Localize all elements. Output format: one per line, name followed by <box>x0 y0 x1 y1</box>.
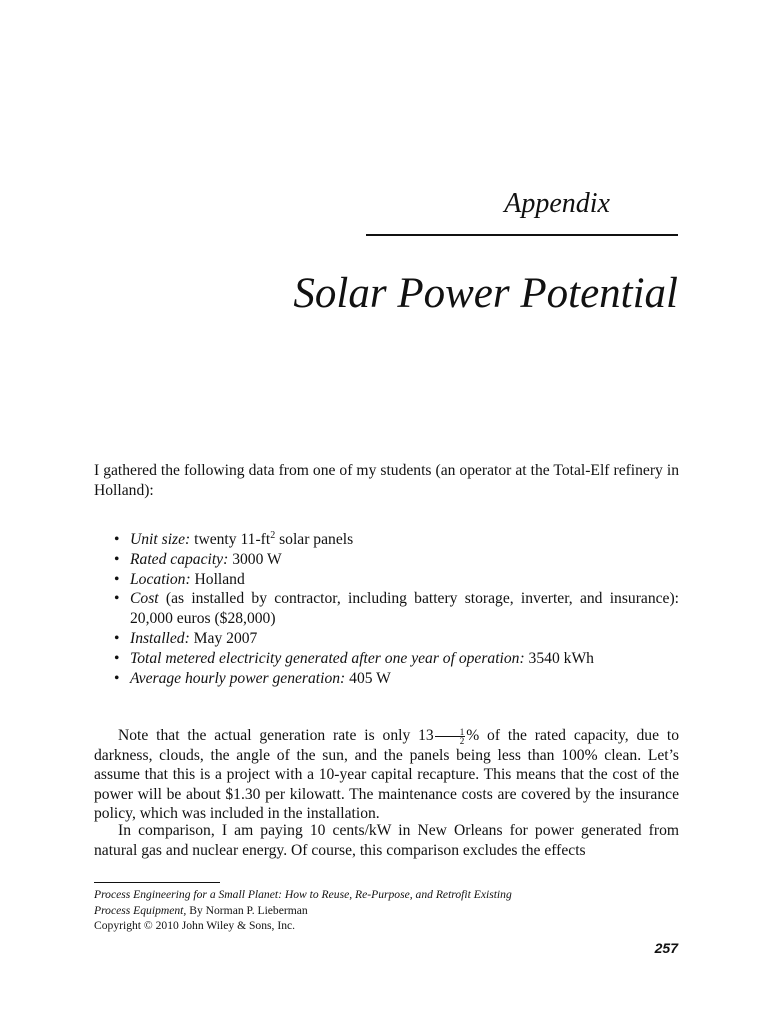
list-item-label: Rated capacity: <box>130 550 229 568</box>
list-item-label: Unit size: <box>130 531 191 548</box>
list-item-text: 3540 kWh <box>524 649 594 667</box>
title-rule <box>366 234 678 236</box>
list-item-label: Location: <box>130 570 191 588</box>
list-item-installed <box>94 629 679 649</box>
list-item-label: Cost <box>130 590 159 608</box>
footnote <box>94 887 679 934</box>
list-item-average-generation <box>94 669 679 689</box>
book-title-line-2: Process Equipment, <box>94 903 187 917</box>
list-item-text: May 2007 <box>189 629 258 647</box>
bullet-icon: • <box>114 570 120 588</box>
list-item-total-generated <box>94 649 679 669</box>
data-list <box>94 530 679 688</box>
intro-paragraph: I gathered the following data from one of my students (an operator at the Total-Elf refinery in Holland): <box>94 462 679 499</box>
list-item-text: Holland <box>190 570 245 588</box>
footnote-rule <box>94 882 220 883</box>
page-number: 257 <box>654 940 678 956</box>
fraction <box>435 728 466 745</box>
list-item-rated-capacity <box>94 550 679 570</box>
list-item-text: 3000 W <box>228 550 282 568</box>
body-paragraph-1 <box>94 726 679 824</box>
paragraph-text: Note that the actual generation rate is only 13 <box>118 727 434 744</box>
list-item-location <box>94 570 679 590</box>
fraction-numerator: 1 <box>435 728 466 737</box>
copyright-line: Copyright © 2010 John Wiley & Sons, Inc. <box>94 919 296 932</box>
bullet-icon: • <box>114 669 120 687</box>
paragraph-text: % of the rated capacity, due to darkness, clouds, the angle of the sun, and the panels being less than 100% clean. Let’s assume that this is a project with a 10-year capital recapture. This means that the cost of the power will be about $1.30 per kilowatt. The maintenance costs are covered by the insurance policy, which was included in the installation. <box>94 727 679 822</box>
list-item-cost <box>94 589 679 629</box>
bullet-icon: • <box>114 590 120 608</box>
bullet-icon: • <box>114 649 120 667</box>
list-item-text: solar panels <box>275 531 354 548</box>
bullet-icon: • <box>114 531 120 548</box>
book-title-line-1: Process Engineering for a Small Planet: How to Reuse, Re-Purpose, and Retrofit Existing <box>94 888 512 901</box>
list-item-label: Total metered electricity generated after one year of operation: <box>130 649 525 667</box>
list-item-label: Average hourly power generation: <box>130 669 346 687</box>
list-item-text: (as installed by contractor, including battery storage, inverter, and insurance): 20,000 euros ($28,000) <box>130 590 679 628</box>
list-item-label: Installed: <box>130 629 190 647</box>
superscript: 2 <box>270 530 276 541</box>
fraction-denominator: 2 <box>459 736 465 746</box>
bullet-icon: • <box>114 550 120 568</box>
book-author: By Norman P. Lieberman <box>186 903 308 917</box>
list-item-text: 405 W <box>345 669 391 687</box>
list-item-text: twenty 11-ft <box>190 531 271 548</box>
chapter-title: Solar Power Potential <box>293 270 678 317</box>
list-item-unit-size <box>94 530 679 550</box>
bullet-icon: • <box>114 629 120 647</box>
appendix-label: Appendix <box>504 188 610 219</box>
body-paragraph-2: In comparison, I am paying 10 cents/kW in New Orleans for power generated from natural gas and nuclear energy. Of course, this comparison excludes the effects <box>94 822 679 859</box>
